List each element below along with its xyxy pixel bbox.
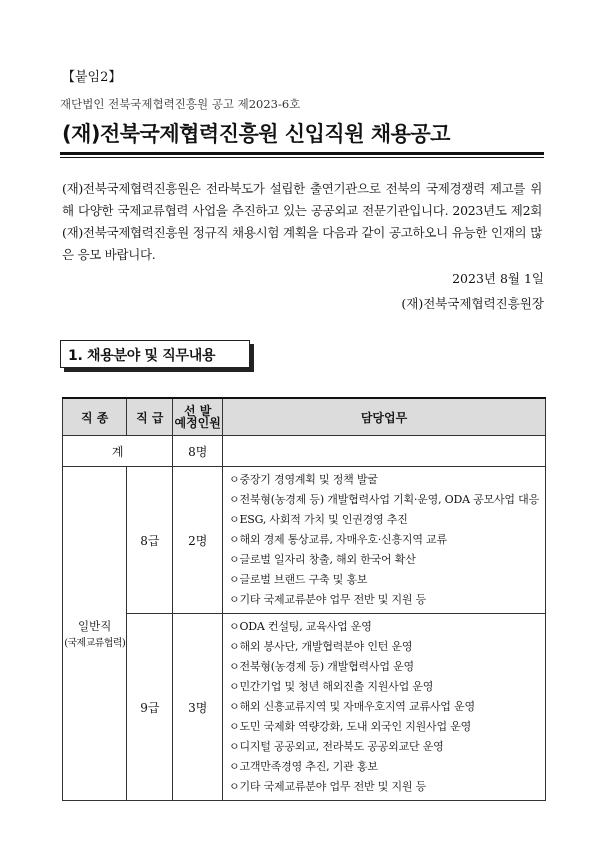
table-row (63, 467, 546, 614)
duty-item: ㅇ도민 국제화 역량강화, 도내 외국인 지원사업 운영 (229, 720, 472, 733)
duties-cell (223, 467, 546, 614)
header-field: 직 종 (63, 398, 127, 436)
title-rule-thin (60, 157, 544, 158)
intro-paragraph: (재)전북국제협력진흥원은 전라북도가 설립한 출연기관으로 전북의 국제경쟁력 제고를 위해 다양한 국제교류협력 사업을 추진하고 있는 공공외교 전문기관입니다. 2023년도 제2회 (재)전북국제협력진흥원 정규직 채용시험 계획을 다음과 같이 공고하오니 유능한 인재의 많은 응모 바랍니다. (62, 181, 542, 262)
signer: (재)전북국제협력진흥원장 (401, 296, 544, 311)
duty-item: ㅇ기타 국제교류분야 업무 전반 및 지원 등 (229, 780, 427, 793)
duty-item: ㅇ디지털 공공외교, 전라북도 공공외교단 운영 (229, 740, 444, 753)
duty-item: ㅇ중장기 경영계획 및 정책 발굴 (229, 473, 378, 486)
count-cell: 2명 (173, 467, 223, 614)
attachment-label: 【붙임2】 (62, 70, 122, 85)
duty-item: ㅇ해외 신흥교류지역 및 자매우호지역 교류사업 운영 (229, 700, 475, 713)
duty-item: ㅇ해외 봉사단, 개발협력분야 인턴 운영 (229, 640, 413, 653)
duty-item: ㅇ전북형(농경제 등) 개발협력사업 운영 (229, 660, 414, 673)
duty-item: ㅇESG, 사회적 가치 및 인권경영 추진 (229, 513, 408, 526)
duties-cell (223, 614, 546, 801)
section-title: 1. 채용분야 및 직무내용 (68, 348, 216, 364)
page-title: (재)전북국제협력진흥원 신입직원 채용공고 (62, 122, 450, 146)
total-label: 계 (63, 436, 173, 467)
table-row (63, 614, 546, 801)
count-cell: 3명 (173, 614, 223, 801)
field-cell (63, 467, 127, 801)
total-count: 8명 (173, 436, 223, 467)
notice-date: 2023년 8월 1일 (452, 271, 544, 286)
duty-item: ㅇ글로벌 브랜드 구축 및 홍보 (229, 573, 368, 586)
header-count-line1: 선 발 (184, 404, 212, 418)
header-count (173, 398, 223, 436)
field-name: 일반직 (78, 619, 112, 633)
duty-item: ㅇ민간기업 및 청년 해외진출 지원사업 운영 (229, 680, 434, 693)
jobs-table (62, 397, 546, 801)
grade-cell: 8급 (127, 467, 173, 614)
duty-item: ㅇ글로벌 일자리 창출, 해외 한국어 확산 (229, 553, 416, 566)
duty-item: ㅇ전북형(농경제 등) 개발협력사업 기획·운영, ODA 공모사업 대응 (229, 493, 539, 506)
field-subname: (국제교류협력) (64, 638, 126, 649)
header-duties: 담당업무 (223, 398, 546, 436)
notice-number: 재단법인 전북국제협력진흥원 공고 제2023-6호 (60, 97, 301, 111)
total-duties-empty (223, 436, 546, 467)
grade-cell: 9급 (127, 614, 173, 801)
duty-item: ㅇ기타 국제교류분야 업무 전반 및 지원 등 (229, 593, 427, 606)
title-rule-thick (60, 152, 544, 155)
duty-item: ㅇ해외 경제 통상교류, 자매우호·신흥지역 교류 (229, 533, 447, 546)
header-grade: 직 급 (127, 398, 173, 436)
duty-item: ㅇ고객만족경영 추진, 기관 홍보 (229, 760, 378, 773)
header-count-line2: 예정인원 (174, 416, 221, 430)
total-row (63, 436, 546, 467)
table-header-row (63, 398, 546, 436)
duty-item: ㅇODA 컨설팅, 교육사업 운영 (229, 620, 372, 633)
